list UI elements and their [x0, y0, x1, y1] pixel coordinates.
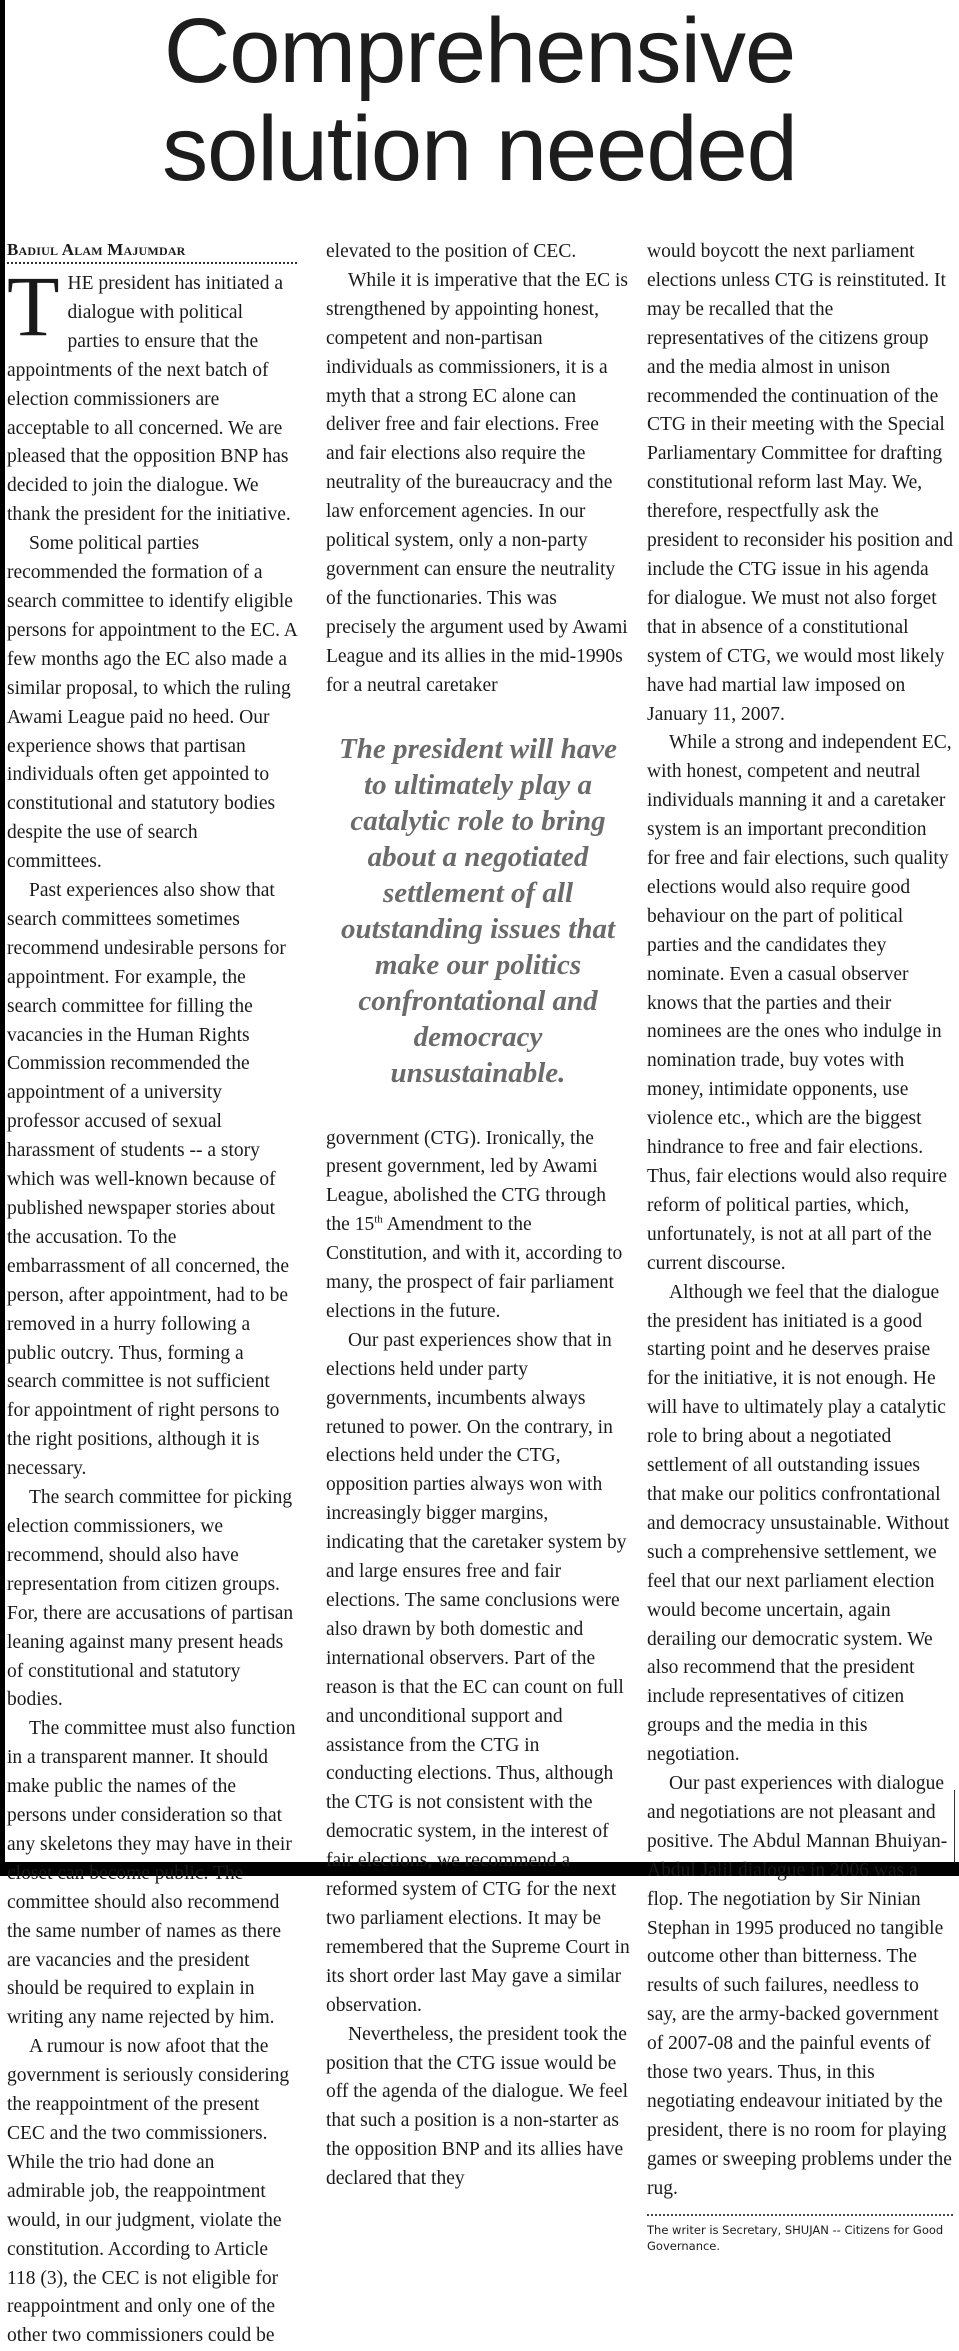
- paragraph-continued: would boycott the next parliament elections unless CTG is reinstituted. It may be recalled that the representatives of the citizens group and the media almost in unison recommended the continuation of the CTG in their meeting with the Special Parliamentary Committee for drafting constitutional reform last May. We, therefore, respectfully ask the president to reconsider his position and include the CTG issue in his agenda for dialogue. We must not also forget that in absence of a constitutional system of CTG, we would most likely have had martial law imposed on January 11, 2007.: [647, 241, 953, 725]
- paragraph: Our past experiences with dialogue and negotiations are not pleasant and positive. The Abdul Mannan Bhuiyan-Abdul Jalil dialogue in 2006 was a flop. The negotiation by Sir Ninian Stephan in 1995 produced no tangible outcome other than bitterness. The results of such failures, needless to say, are the army-backed government of 2007-08 and the painful events of those two years. Thus, in this negotiating endeavour initiated by the president, there is no room for playing games or sweeping problems under the rug.: [647, 1773, 952, 2199]
- paragraph: Past experiences also show that search committees sometimes recommend undesirable persons for appointment. For example, the search committee for filling the vacancies in the Human Rights Commission recommended the appointment of a university professor accused of sexual harassment of students -- a story which was well-known because of published newspaper stories about the accusation. To the embarrassment of all concerned, the person, after appointment, had to be removed in a hurry following a public outcry. Thus, forming a search committee is not sufficient for appointment of right persons to the right positions, although it is necessary.: [7, 880, 290, 1480]
- drop-cap: T: [7, 258, 60, 354]
- paragraph: [7, 258, 297, 530]
- author-note: The writer is Secretary, SHUJAN -- Citizens for Good Governance.: [647, 2214, 953, 2254]
- pull-quote: The president will have to ultimately play a catalytic role to bring about a negotiated settlement of all outstanding issues that make our politics confrontational and democracy unsustainable.: [339, 732, 617, 1089]
- paragraph: Nevertheless, the president took the position that the CTG issue would be off the agenda of the dialogue. We feel that such a position is a non-starter as the opposition BNP and its allies have declared that they: [326, 2023, 629, 2190]
- right-rule: [954, 1790, 955, 1862]
- paragraph: Our past experiences show that in elections held under party governments, incumbents always retuned to power. On the contrary, in elections held under the CTG, opposition parties always won with increasingly bigger margins, indicating that the caretaker system by and large ensures free and fair elections. The same conclusions were also drawn by both domestic and international observers. Part of the reason is that the EC can count on full and unconditional support and assistance from the CTG in conducting elections. Thus, although the CTG is not consistent with the democratic system, in the interest of fair elections, we recommend a reformed system of CTG for the next two parliament elections. It may be remembered that the Supreme Court in its short order last May gave a similar observation.: [326, 1329, 630, 2016]
- paragraph: Although we feel that the dialogue the president has initiated is a good starting point and he deserves praise for the initiative, it is not enough. He will have to ultimately play a catalytic role to bring about a negotiated settlement of all outstanding issues that make our politics confrontational and democracy unsustainable. Without such a comprehensive settlement, we feel that our next parliament election would become uncertain, again derailing our democratic system. We also recommend that the president include representatives of citizen groups and the media in this negotiation.: [647, 1281, 950, 1766]
- paragraph: Some political parties recommended the formation of a search committee to identify eligible persons for appointment to the EC. A few months ago the EC also made a similar proposal, to which the ruling Awami League paid no heed. Our experience shows that partisan individuals often get appointed to constitutional and statutory bodies despite the use of search committees.: [7, 533, 297, 873]
- byline: Badiul Alam Majumdar: [7, 240, 297, 264]
- paragraph: A rumour is now afoot that the government is seriously considering the reappointment of the present CEC and the two commissioners. While the trio had done an admirable job, the reappointment would, in our judgment, violate the constitution. According to Article 118 (3), the CEC is not eligible for reappointment and only one of the other two commissioners could be: [7, 2036, 290, 2347]
- paragraph-continued: [326, 1125, 630, 1327]
- paragraph: The search committee for picking election commissioners, we recommend, should also have representation from citizen groups. For, there are accusations of partisan leaning against many present heads of constitutional and statutory bodies.: [7, 1487, 294, 1711]
- paragraph-text: HE president has initiated a dialogue with political parties to ensure that the appointments of the next batch of election commissioners are acceptable to all concerned. We are pleased that the opposition BNP has decided to join the dialogue. We thank the president for the initiative.: [7, 273, 291, 526]
- paragraph: While it is imperative that the EC is strengthened by appointing honest, competent and non-partisan individuals as commissioners, it is a myth that a strong EC alone can deliver free and fair elections. Free and fair elections also require the neutrality of the bureaucracy and the law enforcement agencies. In our political system, only a non-party government can ensure the neutrality of the functionaries. This was precisely the argument used by Awami League and its allies in the mid-1990s for a neutral caretaker: [326, 269, 628, 696]
- paragraph: The committee must also function in a transparent manner. It should make public the names of the persons under consideration so that any skeletons they may have in their closet can become public. The committee should also recommend the same number of names as there are vacancies and the president should be required to explain in writing any name rejected by him.: [7, 1718, 296, 2029]
- paragraph-text: Amendment to the Constitution, and with it, according to many, the prospect of fair parliament elections in the future.: [326, 1214, 623, 1322]
- headline: [0, 2, 959, 198]
- article-column-2: [326, 238, 630, 2194]
- paragraph-text: government (CTG). Ironically, the present government, led by Awami League, abolished the CTG through the 15: [326, 1127, 606, 1236]
- paragraph: While a strong and independent EC, with honest, competent and neutral individuals manning it and a caretaker system is an important precondition for free and fair elections, such quality elections would also require good behaviour on the part of political parties and the candidates they nominate. Even a casual observer knows that the parties and their nominees are the ones who indulge in nomination trade, buy votes with money, intimidate opponents, use violence etc., which are the biggest hindrance to free and fair elections. Thus, fair elections would also require reform of political parties, which, unfortunately, is not at all part of the current discourse.: [647, 732, 952, 1274]
- article-column-1: [7, 240, 297, 2351]
- headline-line-1: Comprehensive: [163, 0, 796, 102]
- paragraph-continued: elevated to the position of CEC.: [326, 241, 577, 262]
- headline-line-2: solution needed: [162, 98, 797, 200]
- superscript: th: [374, 1213, 383, 1226]
- article-column-3: [647, 238, 953, 2254]
- left-border: [0, 0, 5, 1876]
